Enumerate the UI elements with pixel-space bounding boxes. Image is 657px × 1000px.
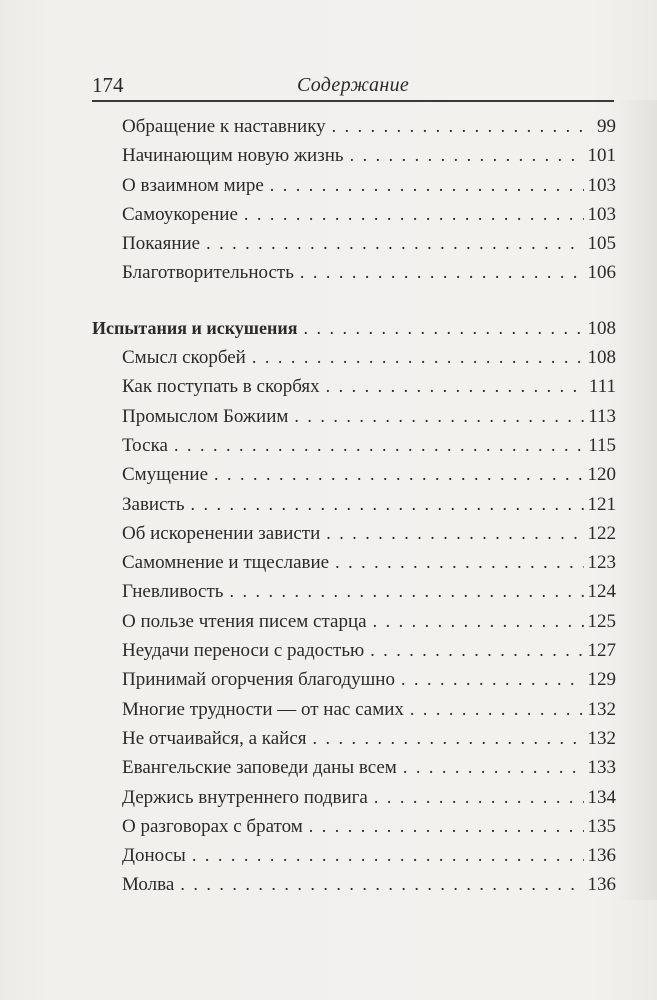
toc-dot-leader [244, 200, 584, 229]
toc-entry-page: 136 [587, 874, 616, 896]
toc-dot-leader [401, 665, 584, 694]
toc-entry [92, 636, 616, 665]
toc-entry-title: Обращение к наставнику [122, 116, 326, 137]
toc-entry-title: Держись внутреннего подвига [122, 786, 368, 808]
toc-dot-leader [326, 519, 583, 548]
toc-entry [92, 490, 616, 519]
page-number: 174 [92, 73, 124, 97]
toc-entry-page: 127 [587, 640, 616, 662]
toc-entry-title: Испытания и искушения [92, 317, 298, 338]
toc-entry-page: 136 [587, 845, 616, 867]
toc-entry-title: Об искоренении зависти [122, 522, 321, 544]
toc-entry-page: 99 [597, 116, 616, 137]
toc-entry-page: 106 [587, 262, 616, 284]
toc-entry-title: Молва [122, 874, 175, 896]
toc-entry-page: 115 [588, 434, 616, 456]
toc-entry-title: Начинающим новую жизнь [122, 145, 344, 167]
toc-dot-leader [174, 431, 584, 460]
toc-entry-title: Евангельские заповеди даны всем [122, 757, 397, 779]
toc-dot-leader [300, 258, 584, 287]
toc-entry-title: Благотворительность [122, 262, 294, 284]
table-of-contents [92, 112, 616, 900]
toc-entry-page: 129 [587, 669, 616, 691]
toc-entry [92, 548, 616, 577]
toc-entry-page: 111 [588, 376, 616, 398]
toc-entry-title: Не отчаивайся, а кайся [122, 727, 307, 749]
toc-entry-page: 113 [588, 405, 616, 427]
page-header [92, 72, 614, 100]
toc-dot-leader [335, 548, 583, 577]
toc-entry-title: Тоска [122, 434, 168, 456]
toc-section-heading [92, 314, 616, 343]
toc-entry-title: Принимай огорчения благодушно [122, 669, 395, 691]
toc-entry-page: 103 [587, 174, 616, 196]
toc-dot-leader [294, 402, 584, 431]
toc-dot-leader [180, 870, 583, 899]
toc-entry [92, 695, 616, 724]
toc-entry-page: 134 [587, 786, 616, 808]
toc-entry [92, 141, 616, 170]
toc-entry-title: Многие трудности — от нас самих [122, 698, 404, 720]
toc-entry-page: 105 [587, 233, 616, 255]
toc-entry [92, 724, 616, 753]
toc-entry-page: 132 [587, 698, 616, 720]
toc-entry [92, 812, 616, 841]
toc-entry-page: 132 [587, 727, 616, 749]
toc-dot-leader [206, 229, 583, 258]
toc-entry [92, 870, 616, 899]
toc-entry-page: 120 [587, 464, 616, 486]
toc-dot-leader [191, 490, 584, 519]
toc-entry-title: О разговорах с братом [122, 815, 303, 837]
toc-entry-title: О взаимном мире [122, 174, 264, 196]
toc-dot-leader [373, 607, 584, 636]
toc-entry-title: Промыслом Божиим [122, 405, 289, 427]
toc-entry-page: 125 [587, 610, 616, 632]
toc-entry-title: Зависть [122, 493, 185, 515]
toc-entry [92, 431, 616, 460]
toc-entry [92, 402, 616, 431]
toc-dot-leader [270, 171, 584, 200]
toc-entry [92, 200, 616, 229]
toc-dot-leader [374, 783, 584, 812]
toc-entry-page: 124 [587, 581, 616, 603]
toc-dot-leader [350, 141, 584, 170]
toc-dot-leader [214, 460, 583, 489]
toc-dot-leader [370, 636, 583, 665]
toc-entry-title: Гневливость [122, 581, 224, 603]
toc-entry [92, 258, 616, 287]
toc-entry-title: Неудачи переноси с радостью [122, 640, 365, 662]
toc-entry-title: Доносы [122, 845, 186, 867]
toc-entry-page: 101 [587, 145, 616, 167]
toc-dot-leader [309, 812, 584, 841]
toc-entry-page: 123 [587, 552, 616, 574]
toc-entry-page: 108 [587, 347, 616, 369]
toc-dot-leader [326, 372, 585, 401]
toc-entry [92, 519, 616, 548]
toc-entry-title: Как поступать в скорбях [122, 376, 320, 398]
toc-dot-leader [252, 343, 584, 372]
toc-entry [92, 753, 616, 782]
toc-entry [92, 607, 616, 636]
toc-dot-leader [229, 577, 583, 606]
toc-dot-leader [403, 753, 584, 782]
toc-entry-page: 133 [587, 757, 616, 779]
toc-entry [92, 841, 616, 870]
toc-dot-leader [410, 695, 584, 724]
toc-entry [92, 229, 616, 258]
toc-entry-page: 103 [587, 203, 616, 225]
toc-entry [92, 343, 616, 372]
toc-entry [92, 460, 616, 489]
toc-entry [92, 372, 616, 401]
page-edge-shadow [617, 100, 657, 900]
toc-entry-page: 135 [587, 815, 616, 837]
toc-entry-page: 121 [587, 493, 616, 515]
toc-entry-page: 108 [587, 317, 616, 339]
toc-entry [92, 665, 616, 694]
toc-entry-title: Покаяние [122, 233, 201, 255]
toc-entry [92, 112, 616, 141]
toc-dot-leader [313, 724, 584, 753]
header-rule [92, 100, 614, 102]
toc-entry [92, 577, 616, 606]
toc-dot-leader [303, 314, 583, 343]
toc-entry [92, 171, 616, 200]
toc-entry-page: 122 [587, 522, 616, 544]
toc-dot-leader [192, 841, 584, 870]
toc-entry-title: Смысл скорбей [122, 347, 246, 369]
toc-entry [92, 783, 616, 812]
toc-entry-title: Смущение [122, 464, 209, 486]
running-title: Содержание [296, 74, 410, 96]
toc-entry-title: Самомнение и тщеславие [122, 552, 330, 574]
toc-dot-leader [332, 112, 593, 141]
toc-entry-title: Самоукорение [122, 203, 238, 225]
toc-entry-title: О пользе чтения писем старца [122, 610, 367, 632]
